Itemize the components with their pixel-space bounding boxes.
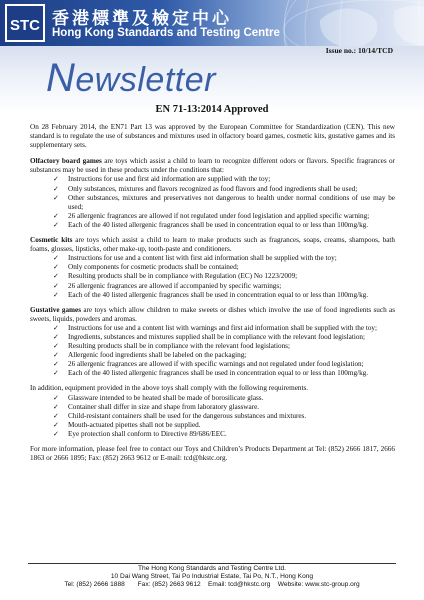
list-item [53,342,395,351]
newsletter-initial: N [46,56,76,100]
footer-contact: Tel: (852) 2666 1888 Fax: (852) 2663 9612 Email: tcd@hkstc.org Website: www.stc-group.org [64,581,360,589]
footer-address: 10 Dai Wang Street, Tai Po Industrial Estate, Tai Po, N.T., Hong Kong [110,573,314,581]
section-term: Olfactory board games [30,157,102,166]
checkmark-icon: ✓ [53,175,59,184]
list-item [53,194,395,212]
list-item [53,403,395,412]
requirement-list [53,254,395,299]
section-description: are toys which allow children to make sweets or dishes which involve the use of food ingredients such as sweets, liquids, powders and aromas. [30,305,395,323]
list-item [53,430,395,439]
list-item-text: Instructions for use and a content list with warnings and first aid information shall be supplied with the toy; [68,323,378,332]
section-description: are toys which assist a child to learn to make products such as fragrances, soaps, creams, shampoos, bath foams, glosses, lipsticks, other make-up, tooth-paste and conditioners. [30,236,395,254]
checkmark-icon: ✓ [53,193,59,202]
list-item [53,221,395,230]
checkmark-icon: ✓ [53,351,59,360]
checkmark-icon: ✓ [53,323,59,332]
checkmark-icon: ✓ [53,290,59,299]
list-item-text: Only components for cosmetic products shall be contained; [68,263,239,272]
list-item [53,394,395,403]
footer-company: The Hong Kong Standards and Testing Centre Ltd. [138,565,286,572]
list-item [53,412,395,421]
list-item [53,351,395,360]
checkmark-icon: ✓ [53,402,59,411]
newsletter-rest: ewsletter [75,61,216,99]
stc-logo [5,4,45,42]
list-item [53,254,395,263]
section-term: Cosmetic kits [30,236,73,245]
checkmark-icon: ✓ [53,272,59,281]
list-item-text: Each of the 40 listed allergenic fragrances shall be used in concentration equal to or less than 100mg/kg. [68,220,369,229]
requirement-list [53,175,395,230]
list-item [53,324,395,333]
list-item-text: Resulting products shall be in compliance with the relevant food legislations; [68,342,290,351]
list-item-text: Container shall differ in size and shape from laboratory glassware. [68,402,260,411]
list-item [53,263,395,272]
article-title: EN 71-13:2014 Approved [155,104,269,115]
requirement-list [53,324,395,379]
list-item [53,212,395,221]
issue-number: Issue no.: 10/14/TCD [325,46,393,55]
checkmark-icon: ✓ [53,360,59,369]
section-term: Gustative games [30,305,82,314]
checkmark-icon: ✓ [53,393,59,402]
list-item-text: Only substances, mixtures and flavors recognized as food flavors and food ingredients shall be used; [68,184,358,193]
checkmark-icon: ✓ [53,411,59,420]
list-item [53,369,395,378]
article-body [30,123,395,470]
list-item-text: 26 allergenic fragrances are allowed if not regulated under food legislation and applied specific warning; [68,211,370,220]
checkmark-icon: ✓ [53,211,59,220]
list-item-text: Ingredients, substances and mixtures supplied shall be in compliance with the relevant food legislation; [68,332,366,341]
list-item-text: 26 allergenic fragrances are allowed if with specific warnings and not regulated under food legislation; [68,360,364,369]
section [30,306,395,379]
list-item-text: Instructions for use and first aid information are supplied with the toy; [68,175,271,184]
sections-container [30,157,395,439]
list-item [53,282,395,291]
list-item-text: Eye protection shall conform to Directive 89/686/EEC. [68,429,227,438]
section-intro [30,157,395,175]
list-item [53,272,395,281]
section [30,384,395,439]
org-name-chinese: 香港標準及檢定中心 [52,9,232,29]
list-item-text: Allergenic food ingredients shall be labeled on the packaging; [68,351,247,360]
checkmark-icon: ✓ [53,263,59,272]
footer-divider [28,563,396,564]
list-item [53,291,395,300]
section-intro [30,306,395,324]
list-item-text: Each of the 40 listed allergenic fragrances shall be used in concentration equal to or less than 100mg/kg. [68,290,369,299]
list-item-text: Other substances, mixtures and preservatives not dangerous to health under normal conditions of use may be used; [68,193,395,211]
list-item-text: Child-resistant containers shall be used for the dangerous substances and mixtures. [68,411,307,420]
checkmark-icon: ✓ [53,332,59,341]
list-item [53,333,395,342]
list-item-text: Instructions for use and a content list with first aid information shall be supplied with the toy; [68,254,337,263]
list-item-text: Resulting products shall be in compliance with Regulation (EC) No 1223/2009; [68,272,298,281]
closing-paragraph: For more information, please feel free to contact our Toys and Children’s Products Department at Tel: (852) 2666 1817, 2666 1863 or 2666 1895; Fax: (852) 2663 9612 or E-mail: tcd@hkstc.org. [30,445,395,463]
section-description: are toys which assist a child to learn to recognize different odors or flavors. Specific fragrances or substances may be used in these products under the conditions that: [30,157,395,175]
newsletter-title [46,56,216,101]
checkmark-icon: ✓ [53,342,59,351]
checkmark-icon: ✓ [53,220,59,229]
list-item-text: Mouth-actuated pipettes shall not be supplied. [68,420,201,429]
list-item [53,175,395,184]
checkmark-icon: ✓ [53,281,59,290]
svg-text:STC: STC [10,17,40,34]
footer [0,565,424,590]
section-description: In addition, equipment provided in the above toys shall comply with the following requirements. [30,384,309,393]
list-item-text: 26 allergenic fragrances are allowed if accompanied by specific warnings; [68,281,282,290]
list-item-text: Glassware intended to be heated shall be made of borosilicate glass. [68,393,264,402]
list-item [53,360,395,369]
header [0,0,424,112]
section [30,157,395,230]
list-item-text: Each of the 40 listed allergenic fragrances shall be used in concentration equal to or less than 100mg/kg. [68,369,369,378]
checkmark-icon: ✓ [53,369,59,378]
list-item [53,185,395,194]
checkmark-icon: ✓ [53,254,59,263]
checkmark-icon: ✓ [53,184,59,193]
checkmark-icon: ✓ [53,429,59,438]
list-item [53,421,395,430]
intro-paragraph: On 28 February 2014, the EN71 Part 13 was approved by the European Committee for Standardization (CEN). This new standard is to regulate the use of substances and mixtures used in olfactory board games, cosmetic kits, gustative games and its supplementary sets. [30,123,395,150]
checkmark-icon: ✓ [53,420,59,429]
section [30,236,395,300]
requirement-list [53,394,395,439]
org-name-english: Hong Kong Standards and Testing Centre [52,27,280,39]
section-intro [30,236,395,254]
section-intro [30,384,395,393]
